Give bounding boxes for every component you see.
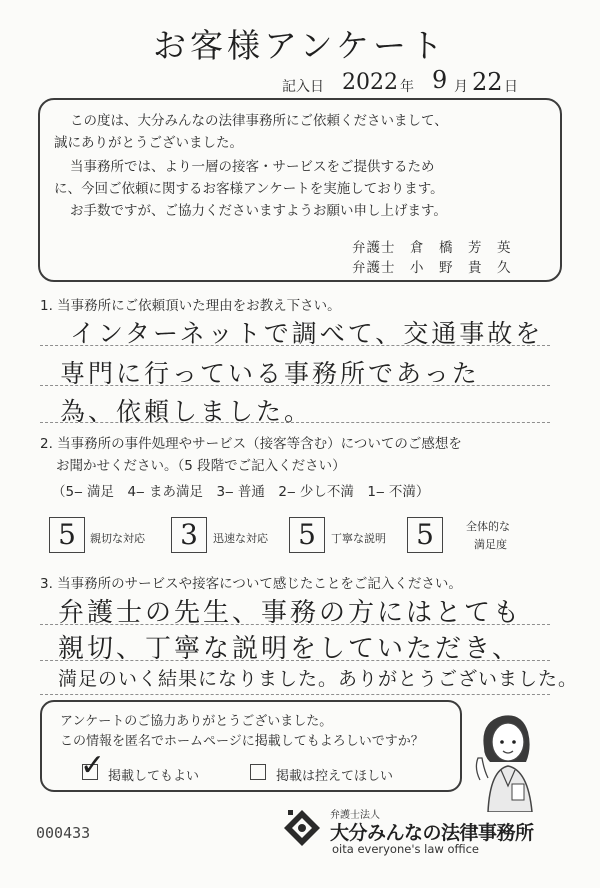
greeting-line: 誠にありがとうございました。 (54, 135, 243, 151)
rating-overall-label-2: 満足度 (474, 538, 507, 551)
answer-1-line: 専門に行っている事務所であった (60, 359, 480, 388)
firm-name: 大分みんなの法律事務所 (330, 822, 534, 844)
check-mark: ✓ (80, 748, 106, 783)
consent-box (40, 700, 462, 792)
answer-1-line: 為、依頼しました。 (60, 397, 313, 426)
firm-name-en: oita everyone's law office (332, 842, 479, 856)
rating-explanation-value: 5 (289, 517, 325, 553)
rating-kindness-value: 5 (49, 517, 85, 553)
firm-logo-icon (282, 808, 322, 848)
date-day: 22 (472, 68, 503, 96)
question-1: 1. 当事務所にご依頼頂いた理由をお教え下さい。 (40, 298, 341, 314)
answer-3-line: 親切、丁寧な説明をしていただき、 (58, 634, 521, 664)
date-day-label: 日 (504, 79, 518, 95)
lawyer-name: 弁護士 倉 橋 芳 英 (352, 240, 512, 256)
rating-explanation-label: 丁寧な説明 (331, 532, 386, 545)
rating-overall-value: 5 (407, 517, 443, 553)
greeting-line: に、今回ご依頼に関するお客様アンケートを実施しております。 (54, 181, 444, 197)
consent-no-label: 掲載は控えてほしい (276, 769, 394, 784)
consent-no-checkbox[interactable] (250, 764, 266, 780)
greeting-line: この度は、大分みんなの法律事務所にご依頼くださいまして、 (70, 113, 448, 129)
answer-3-line: 弁護士の先生、事務の方にはとても (58, 598, 523, 628)
consent-yes-label: 掲載してもよい (108, 769, 200, 784)
answer-1-line: インターネットで調べて、交通事故を (70, 319, 544, 348)
lawyer-name: 弁護士 小 野 貴 久 (352, 260, 512, 276)
greeting-line: お手数ですが、ご協力くださいますようお願い申し上げます。 (70, 203, 447, 219)
question-2: 2. 当事務所の事件処理やサービス（接客等含む）についてのご感想を (40, 436, 462, 452)
entry-date (282, 68, 532, 99)
consent-question: この情報を匿名でホームページに掲載してもよろしいですか？ (60, 734, 424, 749)
answer-line (40, 694, 550, 695)
answer-3-line: 満足のいく結果になりました。ありがとうございました。 (58, 668, 579, 690)
staff-illustration (466, 700, 550, 812)
date-month-label: 月 (454, 79, 468, 95)
rating-speed-value: 3 (171, 517, 207, 553)
date-year-label: 年 (400, 79, 414, 95)
question-3: 3. 当事務所のサービスや接客について感じたことをご記入ください。 (40, 576, 462, 592)
rating-speed-label: 迅速な対応 (213, 532, 268, 545)
date-month: 9 (432, 66, 448, 94)
consent-thanks: アンケートのご協力ありがとうございました。 (60, 714, 333, 729)
date-entry-label: 記入日 (282, 79, 324, 95)
serial-number: 000433 (36, 824, 91, 842)
firm-type: 弁護士法人 (330, 810, 380, 821)
greeting-line: 当事務所では、より一層の接客・サービスをご提供するため (70, 159, 435, 175)
question-2-line2: お聞かせください。（5 段階でご記入ください） (56, 458, 346, 474)
greeting-box (38, 98, 562, 282)
page-title: お客様アンケート (152, 26, 448, 65)
date-year: 2022 (342, 70, 398, 95)
rating-overall-label: 全体的な (466, 520, 510, 533)
rating-scale-legend: （5‒ 満足 4‒ まあ満足 3‒ 普通 2‒ 少し不満 1‒ 不満） (52, 484, 430, 500)
rating-kindness-label: 親切な対応 (90, 532, 145, 545)
